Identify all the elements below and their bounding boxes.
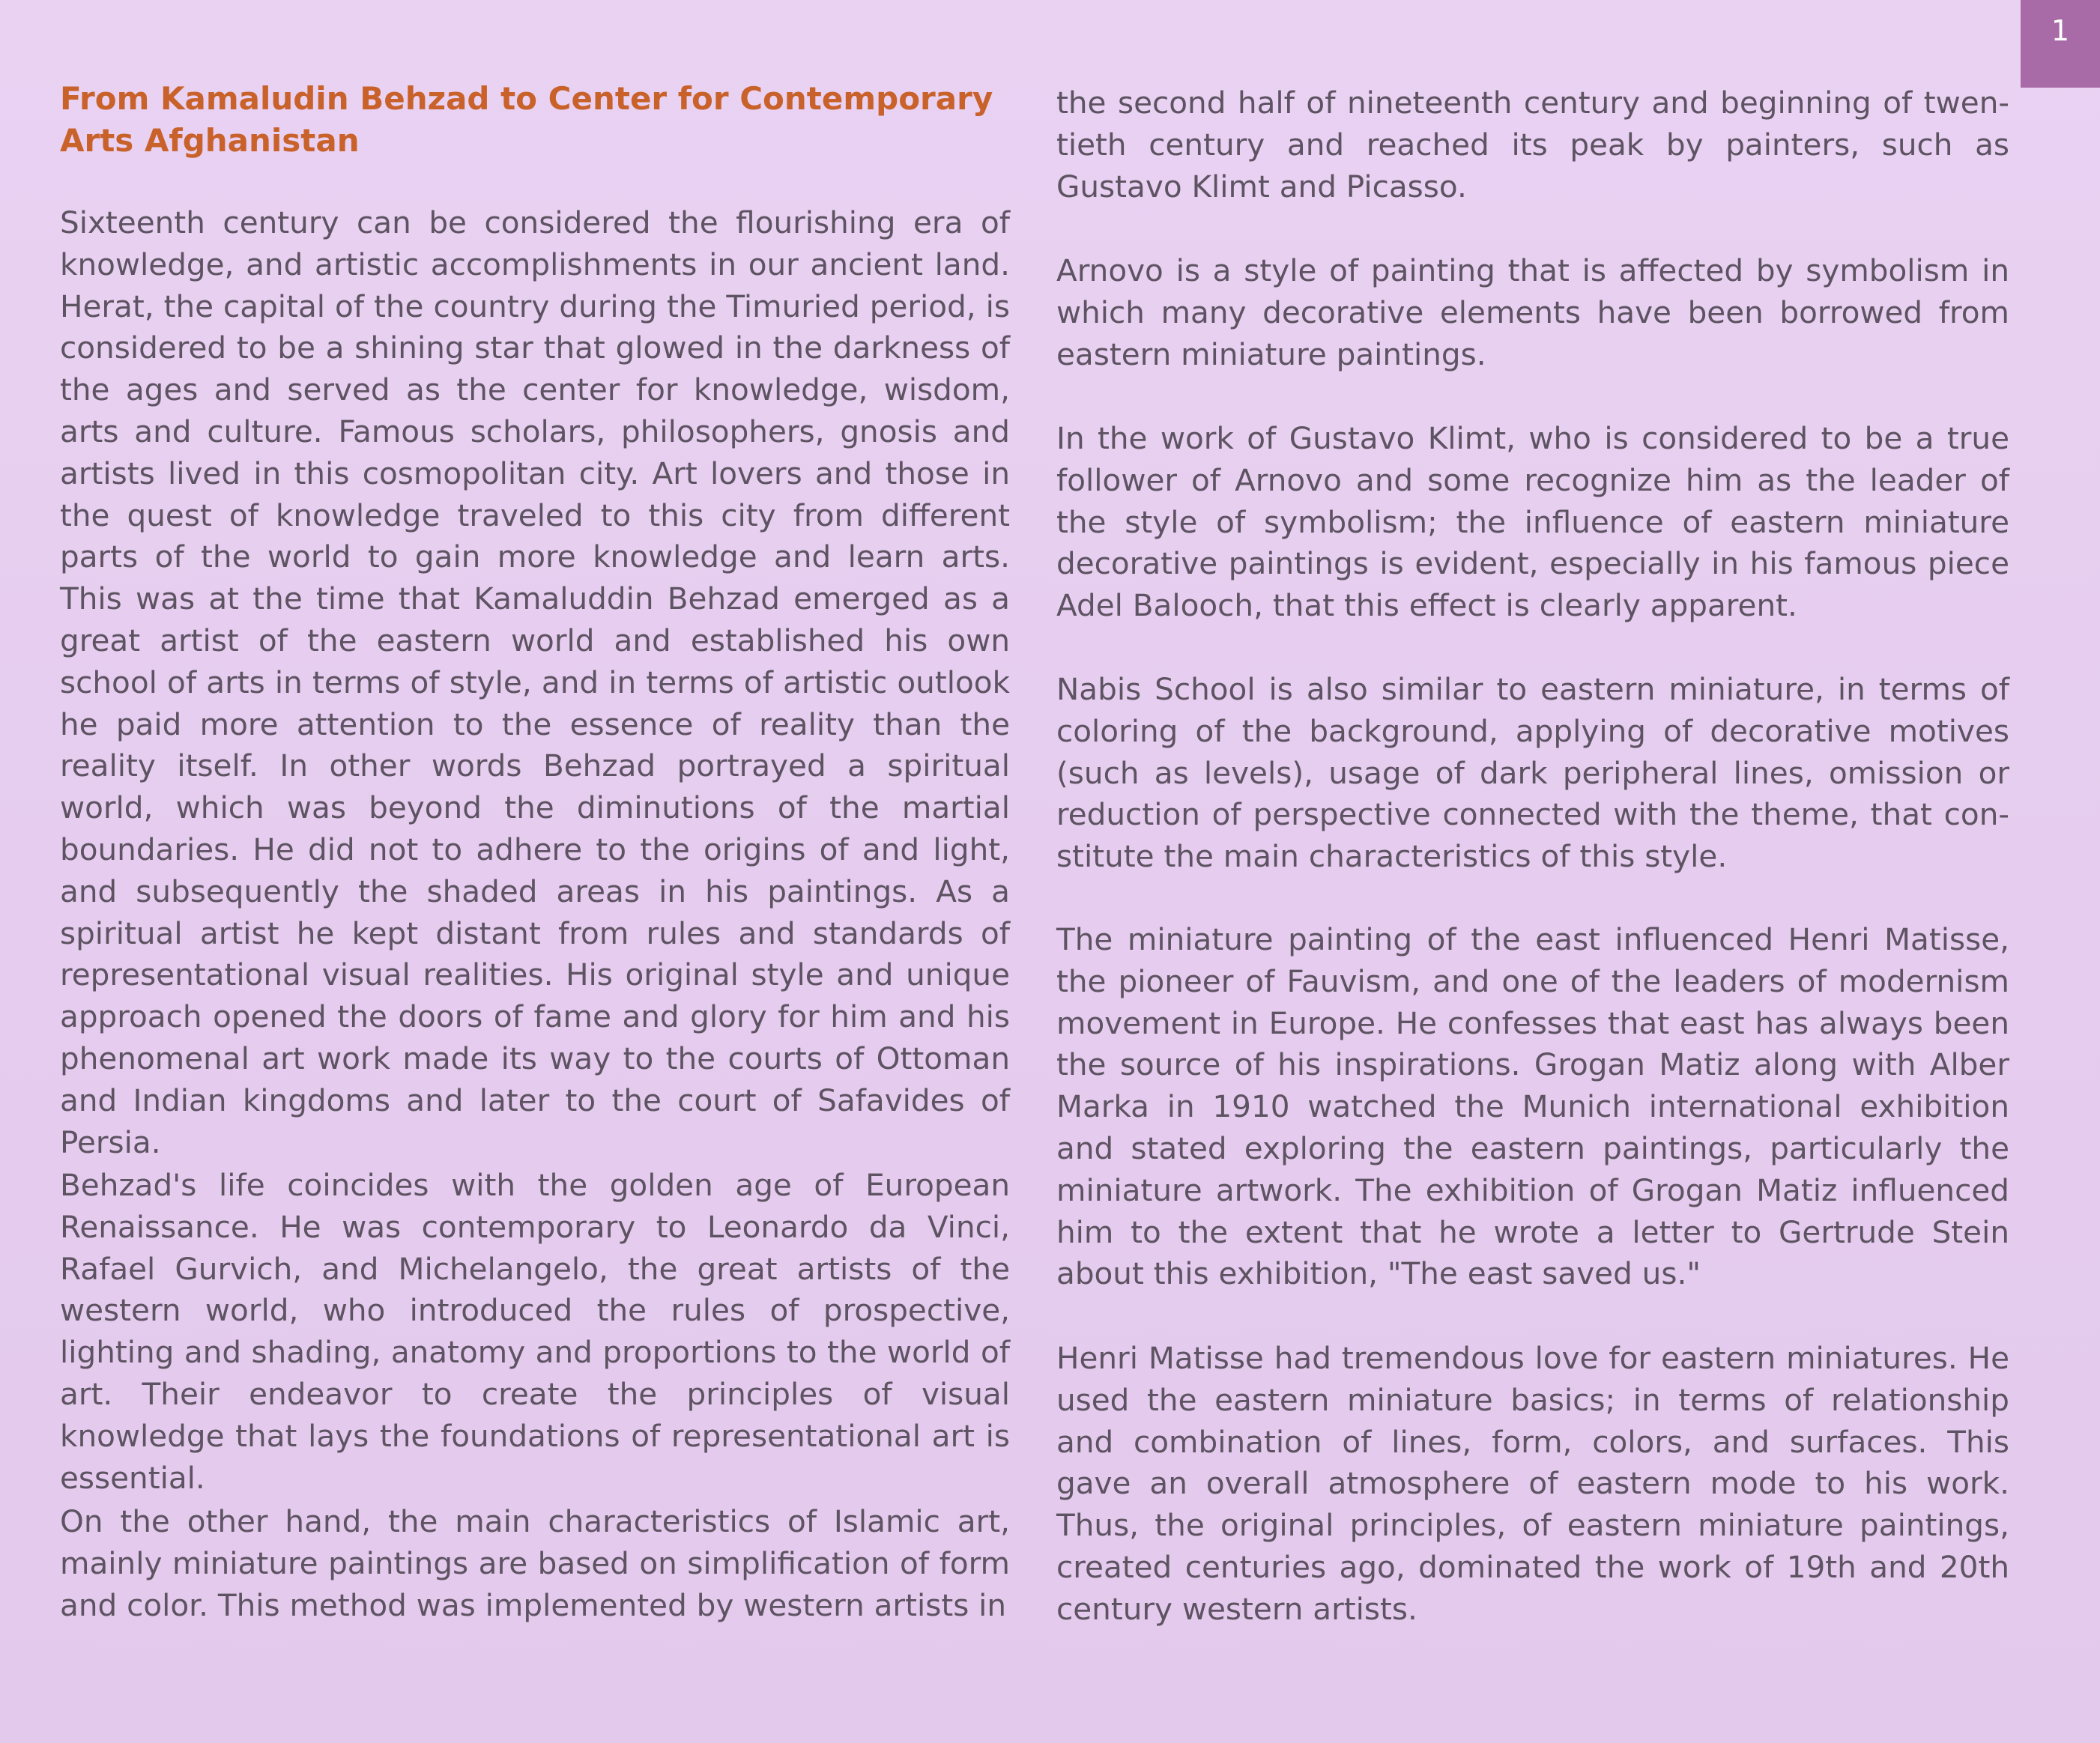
page-number: 1 [2051,13,2070,47]
body-paragraph: Sixteenth century can be considered the flourishing era of knowledge, and artistic accomplishments in our ancient land. Herat, the capital of the country during the Timuried period, is considered to be a shining star that glowed in the darkness of the ages and served as the center for knowledge, wisdom, arts and culture. Famous scholars, philosophers, gnosis and artists lived in this cosmopolitan city. Art lovers and those in the quest of knowledge traveled to this city from different parts of the world to gain more knowledge and learn arts. This was at the time that Kamaluddin Behzad emerged as a great artist of the eastern world and established his own school of arts in terms of style, and in terms of artistic outlook he paid more attention to the essence of reality than the reality itself. In other words Behzad portrayed a spiritual world, which was beyond the diminutions of the martial boundaries. He did not to adhere to the origins of and light, and subsequently the shaded areas in his paintings. As a spiritual artist he kept distant from rules and standards of representational visual realities. His original style and unique approach opened the doors of fame and glory for him and his phenomenal art work made its way to the courts of Ottoman and Indian kingdoms and later to the court of Safavides of Persia. [60,204,1010,1160]
article-title: From Kamaludin Behzad to Center for Contemporary Arts Afghanistan [60,80,993,159]
body-paragraph: The miniature painting of the east influenced Henri Matisse, the pioneer of Fauvism, and one of the leaders of modernism movement in Europe. He confesses that east has always been the source of his inspirations. Grogan Matiz along with Alber Marka in 1910 watched the Munich international exhibition and stated exploring the eastern paintings, particularly the miniature artwork. The exhibition of Grogan Matiz influenced him to the extent that he wrote a letter to Gertrude Stein about this exhibition, "The east saved us." [1056,921,2009,1292]
body-paragraph: Henri Matisse had tremendous love for eastern miniatures. He used the eastern miniature basics; in terms of relationship and combination of lines, form, colors, and surfaces. This gave an overall atmosphere of eastern mode to his work. Thus, the original principles, of eastern miniature paintings, created centuries ago, dominated the work of 19th and 20th century western artists. [1056,1340,2009,1627]
body-paragraph: On the other hand, the main characteristics of Islamic art, mainly miniature paintings are based on simplification of form and color. This method was implemented by western artists in [60,1503,1010,1623]
body-paragraph: Nabis School is also similar to eastern miniature, in terms of coloring of the background, applying of decorative motives (such as levels), usage of dark peripheral lines, omission or reduction of perspective connected with the theme, that constitute the main characteristics of this style. [1056,671,2009,875]
body-paragraph: In the work of Gustavo Klimt, who is considered to be a true follower of Arnovo and some recognize him as the leader of the style of symbolism; the influence of eastern miniature decorative paintings is evident, especially in his famous piece Adel Balooch, that this effect is clearly apparent. [1056,420,2009,624]
body-paragraph: the second half of nineteenth century and beginning of twentieth century and reached its peak by painters, such as Gustavo Klimt and Picasso. [1056,85,2009,204]
page-number-tab [2021,0,2100,88]
body-paragraph: Arnovo is a style of painting that is affected by symbolism in which many decorative elements have been borrowed from eastern miniature paintings. [1056,252,2009,372]
body-paragraph: Behzad's life coincides with the golden age of European Renaissance. He was contemporary to Leonardo da Vinci, Rafael Gurvich, and Michelangelo, the great artists of the western world, who introduced the rules of prospective, lighting and shading, anatomy and proportions to the world of art. Their endeavor to create the principles of visual knowledge that lays the foundations of representational art is essential. [60,1167,1010,1496]
